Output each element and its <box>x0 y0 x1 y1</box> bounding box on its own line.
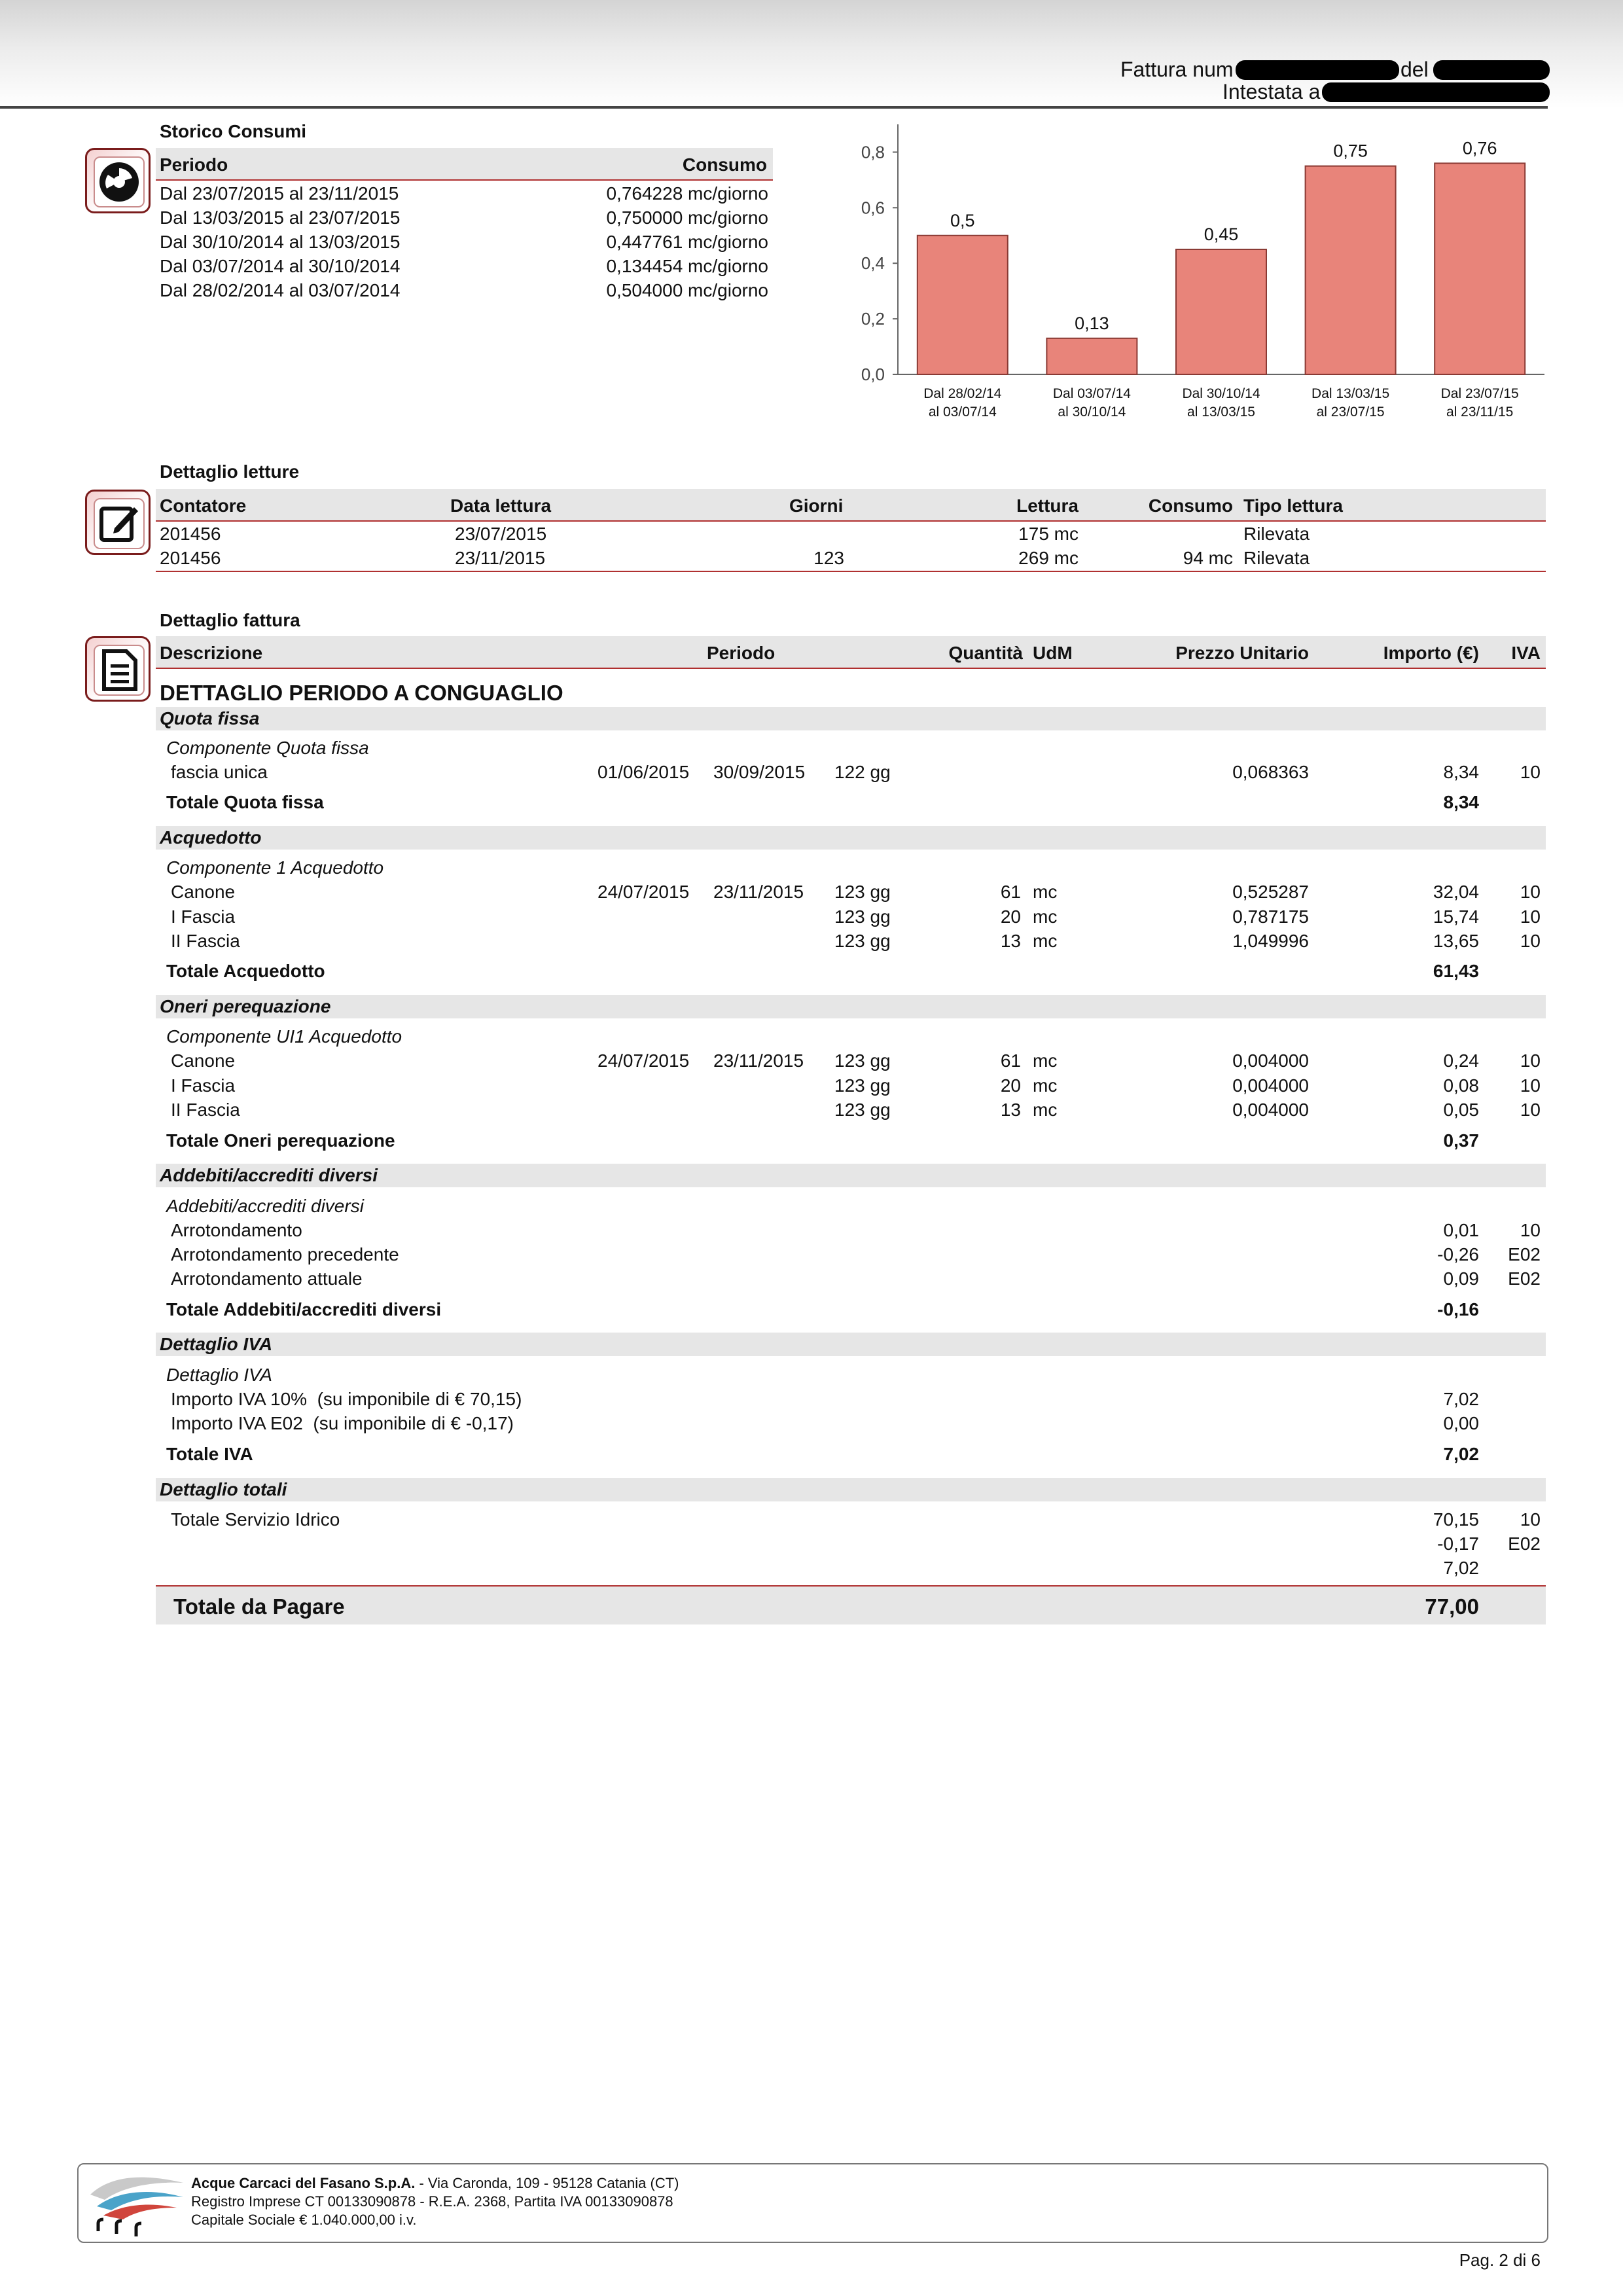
line-prezzo: 0,004000 <box>1232 1075 1309 1096</box>
redacted-invoice-date <box>1433 60 1550 80</box>
redacted-invoice-number <box>1236 60 1399 80</box>
line-gg: 123 gg <box>834 1100 891 1120</box>
line-iva: 10 <box>1520 882 1541 902</box>
total-label: Totale Quota fissa <box>166 792 324 812</box>
total-label: Totale Oneri perequazione <box>166 1130 395 1151</box>
bar <box>1435 163 1525 374</box>
line-iva: 10 <box>1520 906 1541 927</box>
group-totali: Dettaglio totali <box>160 1479 287 1499</box>
line-al: 23/11/2015 <box>713 1050 804 1071</box>
x-tick-label: Dal 30/10/14 <box>1182 386 1260 401</box>
line-iva: 10 <box>1520 1509 1541 1530</box>
line-importo: 0,01 <box>1443 1220 1479 1240</box>
letture-tipo: Rilevata <box>1243 548 1310 568</box>
invoice-number-label: Fattura num <box>1120 58 1234 81</box>
line-udm: mc <box>1033 1100 1058 1120</box>
invoice-date-label: del <box>1400 58 1429 81</box>
line-iva: 10 <box>1520 1220 1541 1240</box>
page-number: Pag. 2 di 6 <box>1459 2250 1541 2270</box>
fattura-section-icon <box>85 636 151 702</box>
x-tick-label: Dal 13/03/15 <box>1311 386 1390 401</box>
component-label: Componente Quota fissa <box>166 738 369 758</box>
total-value: 0,37 <box>1443 1130 1479 1151</box>
line-importo: 0,00 <box>1443 1413 1479 1433</box>
line-udm: mc <box>1033 1075 1058 1096</box>
grand-total-value: 77,00 <box>1425 1594 1479 1619</box>
x-tick-label: al 23/07/15 <box>1316 404 1385 420</box>
total-value: 8,34 <box>1443 792 1479 812</box>
storico-periodo: Dal 13/03/2015 al 23/07/2015 <box>160 207 401 228</box>
y-tick-label: 0,0 <box>861 365 885 384</box>
header-rule <box>0 106 1548 109</box>
line-udm: mc <box>1033 931 1058 951</box>
total-value: 61,43 <box>1433 961 1479 981</box>
group-oneri: Oneri perequazione <box>160 996 331 1016</box>
storico-consumo: 0,134454 mc/giorno <box>606 256 768 276</box>
fattura-col-descrizione: Descrizione <box>160 643 263 663</box>
line-desc: Arrotondamento attuale <box>171 1268 363 1289</box>
y-tick-label: 0,2 <box>861 309 885 329</box>
component-label: Addebiti/accrediti diversi <box>166 1196 364 1216</box>
line-desc: Canone <box>171 1050 236 1071</box>
line-desc: II Fascia <box>171 1100 240 1120</box>
line-qty: 13 <box>1000 1100 1021 1120</box>
group-acquedotto: Acquedotto <box>160 827 262 848</box>
line-iva: 10 <box>1520 1075 1541 1096</box>
letture-col-lettura: Lettura <box>1016 495 1079 516</box>
letture-title: Dettaglio letture <box>160 461 300 482</box>
letture-lettura: 175 mc <box>1018 524 1079 544</box>
line-udm: mc <box>1033 1050 1058 1071</box>
x-tick-label: Dal 03/07/14 <box>1052 386 1131 401</box>
footer-capital: Capitale Sociale € 1.040.000,00 i.v. <box>191 2212 417 2228</box>
group-bar <box>156 707 1546 730</box>
redacted-customer-name <box>1322 82 1550 102</box>
x-tick-label: al 03/07/14 <box>928 404 997 420</box>
bar-value-label: 0,75 <box>1333 141 1368 161</box>
letture-col-giorni: Giorni <box>789 495 844 516</box>
bar <box>918 236 1008 374</box>
line-qty: 20 <box>1000 1075 1021 1096</box>
component-label: Componente 1 Acquedotto <box>166 857 384 878</box>
letture-contatore: 201456 <box>160 524 221 544</box>
letture-col-data: Data lettura <box>450 495 552 516</box>
total-value: 7,02 <box>1443 1444 1479 1464</box>
x-tick-label: al 23/11/15 <box>1446 404 1514 420</box>
group-bar <box>156 826 1546 850</box>
line-importo: 0,09 <box>1443 1268 1479 1289</box>
x-tick-label: al 13/03/15 <box>1187 404 1255 420</box>
line-desc: Arrotondamento <box>171 1220 302 1240</box>
line-desc: Canone <box>171 882 236 902</box>
line-importo: 13,65 <box>1433 931 1479 951</box>
line-gg: 123 gg <box>834 931 891 951</box>
letture-section-icon <box>85 490 151 555</box>
letture-col-contatore: Contatore <box>160 495 247 516</box>
letture-tipo: Rilevata <box>1243 524 1310 544</box>
line-prezzo: 1,049996 <box>1232 931 1309 951</box>
chart-icon <box>94 156 145 207</box>
line-desc: Totale Servizio Idrico <box>171 1509 340 1530</box>
line-prezzo: 0,004000 <box>1232 1100 1309 1120</box>
storico-col-periodo: Periodo <box>160 154 228 175</box>
line-importo: -0,26 <box>1437 1244 1479 1265</box>
line-dal: 24/07/2015 <box>597 882 690 902</box>
line-importo: 70,15 <box>1433 1509 1479 1530</box>
edit-icon <box>94 498 145 549</box>
line-iva: 10 <box>1520 931 1541 951</box>
footer-box <box>77 2163 1548 2243</box>
fattura-col-udm: UdM <box>1033 643 1073 663</box>
letture-data: 23/11/2015 <box>455 548 546 568</box>
line-dal: 01/06/2015 <box>597 762 690 782</box>
storico-row <box>160 232 768 256</box>
storico-periodo: Dal 30/10/2014 al 13/03/2015 <box>160 232 401 252</box>
letture-giorni: 123 <box>813 548 844 568</box>
letture-col-tipo: Tipo lettura <box>1243 495 1343 516</box>
letture-lettura: 269 mc <box>1018 548 1079 568</box>
storico-periodo: Dal 23/07/2015 al 23/11/2015 <box>160 183 399 204</box>
line-gg: 123 gg <box>834 906 891 927</box>
letture-col-consumo: Consumo <box>1148 495 1233 516</box>
group-bar <box>156 1333 1546 1356</box>
group-quota-fissa: Quota fissa <box>160 708 260 728</box>
line-iva: 10 <box>1520 1050 1541 1071</box>
storico-periodo: Dal 03/07/2014 al 30/10/2014 <box>160 256 401 276</box>
x-tick-label: Dal 28/02/14 <box>923 386 1002 401</box>
storico-row <box>160 280 768 304</box>
total-label: Totale IVA <box>166 1444 253 1464</box>
line-al: 30/09/2015 <box>713 762 806 782</box>
footer-company: Acque Carcaci del Fasano S.p.A. <box>191 2175 416 2191</box>
chart-section-icon <box>85 148 151 213</box>
bar <box>1176 249 1266 374</box>
document-icon <box>94 645 145 696</box>
footer-company-line <box>191 2175 679 2192</box>
intestata-label: Intestata a <box>1222 80 1321 103</box>
line-importo: 0,05 <box>1443 1100 1479 1120</box>
fattura-col-periodo: Periodo <box>707 643 776 663</box>
company-logo <box>85 2168 190 2238</box>
line-gg: 122 gg <box>834 762 891 782</box>
consumi-bar-chart <box>838 118 1564 432</box>
group-addebiti: Addebiti/accrediti diversi <box>160 1165 378 1185</box>
line-qty: 61 <box>1000 1050 1021 1071</box>
storico-row <box>160 256 768 280</box>
letture-data: 23/07/2015 <box>455 524 547 544</box>
line-desc: Importo IVA 10% (su imponibile di € 70,15) <box>171 1389 522 1409</box>
component-label: Componente UI1 Acquedotto <box>166 1026 402 1047</box>
total-label: Totale Acquedotto <box>166 961 325 981</box>
y-tick-label: 0,6 <box>861 198 885 218</box>
line-gg: 123 gg <box>834 1075 891 1096</box>
storico-col-consumo: Consumo <box>682 154 767 175</box>
letture-bottom-rule <box>156 571 1546 572</box>
y-tick-label: 0,8 <box>861 142 885 162</box>
storico-title: Storico Consumi <box>160 121 307 141</box>
x-tick-label: Dal 23/07/15 <box>1440 386 1519 401</box>
line-importo: 15,74 <box>1433 906 1479 927</box>
line-importo: 8,34 <box>1443 762 1479 782</box>
line-desc: II Fascia <box>171 931 240 951</box>
x-tick-label: al 30/10/14 <box>1058 404 1126 420</box>
line-importo: 0,08 <box>1443 1075 1479 1096</box>
storico-rows <box>160 183 768 304</box>
line-importo: -0,17 <box>1437 1534 1479 1554</box>
storico-consumo: 0,750000 mc/giorno <box>606 207 768 228</box>
storico-row <box>160 207 768 232</box>
bar-value-label: 0,76 <box>1462 138 1497 158</box>
line-desc: I Fascia <box>171 1075 236 1096</box>
grand-total-label: Totale da Pagare <box>173 1594 345 1619</box>
line-desc: fascia unica <box>171 762 268 782</box>
bar <box>1306 166 1396 374</box>
line-importo: 7,02 <box>1443 1389 1479 1409</box>
letture-contatore: 201456 <box>160 548 221 568</box>
footer-registry: Registro Imprese CT 00133090878 - R.E.A. 2368, Partita IVA 00133090878 <box>191 2193 673 2210</box>
line-importo: 0,24 <box>1443 1050 1479 1071</box>
section-title: DETTAGLIO PERIODO A CONGUAGLIO <box>160 681 563 705</box>
line-udm: mc <box>1033 882 1058 902</box>
line-qty: 13 <box>1000 931 1021 951</box>
line-prezzo: 0,525287 <box>1232 882 1309 902</box>
group-iva: Dettaglio IVA <box>160 1334 273 1354</box>
letture-consumo: 94 mc <box>1183 548 1233 568</box>
bar-value-label: 0,5 <box>950 210 975 230</box>
line-dal: 24/07/2015 <box>597 1050 690 1071</box>
line-qty: 61 <box>1000 882 1021 902</box>
bar-value-label: 0,13 <box>1075 313 1109 333</box>
bar <box>1046 338 1137 374</box>
line-al: 23/11/2015 <box>713 882 804 902</box>
storico-consumo: 0,447761 mc/giorno <box>606 232 768 252</box>
storico-row <box>160 183 768 207</box>
group-bar <box>156 1478 1546 1501</box>
line-importo: 32,04 <box>1433 882 1479 902</box>
fattura-col-prezzo: Prezzo Unitario <box>1175 643 1309 663</box>
y-tick-label: 0,4 <box>861 253 885 274</box>
line-prezzo: 0,004000 <box>1232 1050 1309 1071</box>
total-value: -0,16 <box>1437 1299 1479 1319</box>
storico-consumo: 0,504000 mc/giorno <box>606 280 768 300</box>
line-prezzo: 0,068363 <box>1232 762 1309 782</box>
fattura-col-importo: Importo (€) <box>1383 643 1479 663</box>
line-gg: 123 gg <box>834 882 891 902</box>
fattura-col-iva: IVA <box>1511 643 1541 663</box>
line-desc: Arrotondamento precedente <box>171 1244 399 1265</box>
group-bar <box>156 995 1546 1018</box>
total-label: Totale Addebiti/accrediti diversi <box>166 1299 442 1319</box>
bar-value-label: 0,45 <box>1204 224 1239 244</box>
storico-consumo: 0,764228 mc/giorno <box>606 183 768 204</box>
component-label: Dettaglio IVA <box>166 1365 272 1385</box>
line-importo: 7,02 <box>1443 1558 1479 1578</box>
line-iva: 10 <box>1520 762 1541 782</box>
fattura-title: Dettaglio fattura <box>160 610 300 630</box>
line-udm: mc <box>1033 906 1058 927</box>
line-iva: E02 <box>1508 1268 1541 1289</box>
line-iva: E02 <box>1508 1244 1541 1265</box>
fattura-col-quantita: Quantità <box>948 643 1023 663</box>
line-desc: Importo IVA E02 (su imponibile di € -0,17) <box>171 1413 514 1433</box>
storico-periodo: Dal 28/02/2014 al 03/07/2014 <box>160 280 401 300</box>
line-prezzo: 0,787175 <box>1232 906 1309 927</box>
line-desc: I Fascia <box>171 906 236 927</box>
line-iva: 10 <box>1520 1100 1541 1120</box>
line-qty: 20 <box>1000 906 1021 927</box>
footer-address: - Via Caronda, 109 - 95128 Catania (CT) <box>415 2175 679 2191</box>
line-gg: 123 gg <box>834 1050 891 1071</box>
line-iva: E02 <box>1508 1534 1541 1554</box>
